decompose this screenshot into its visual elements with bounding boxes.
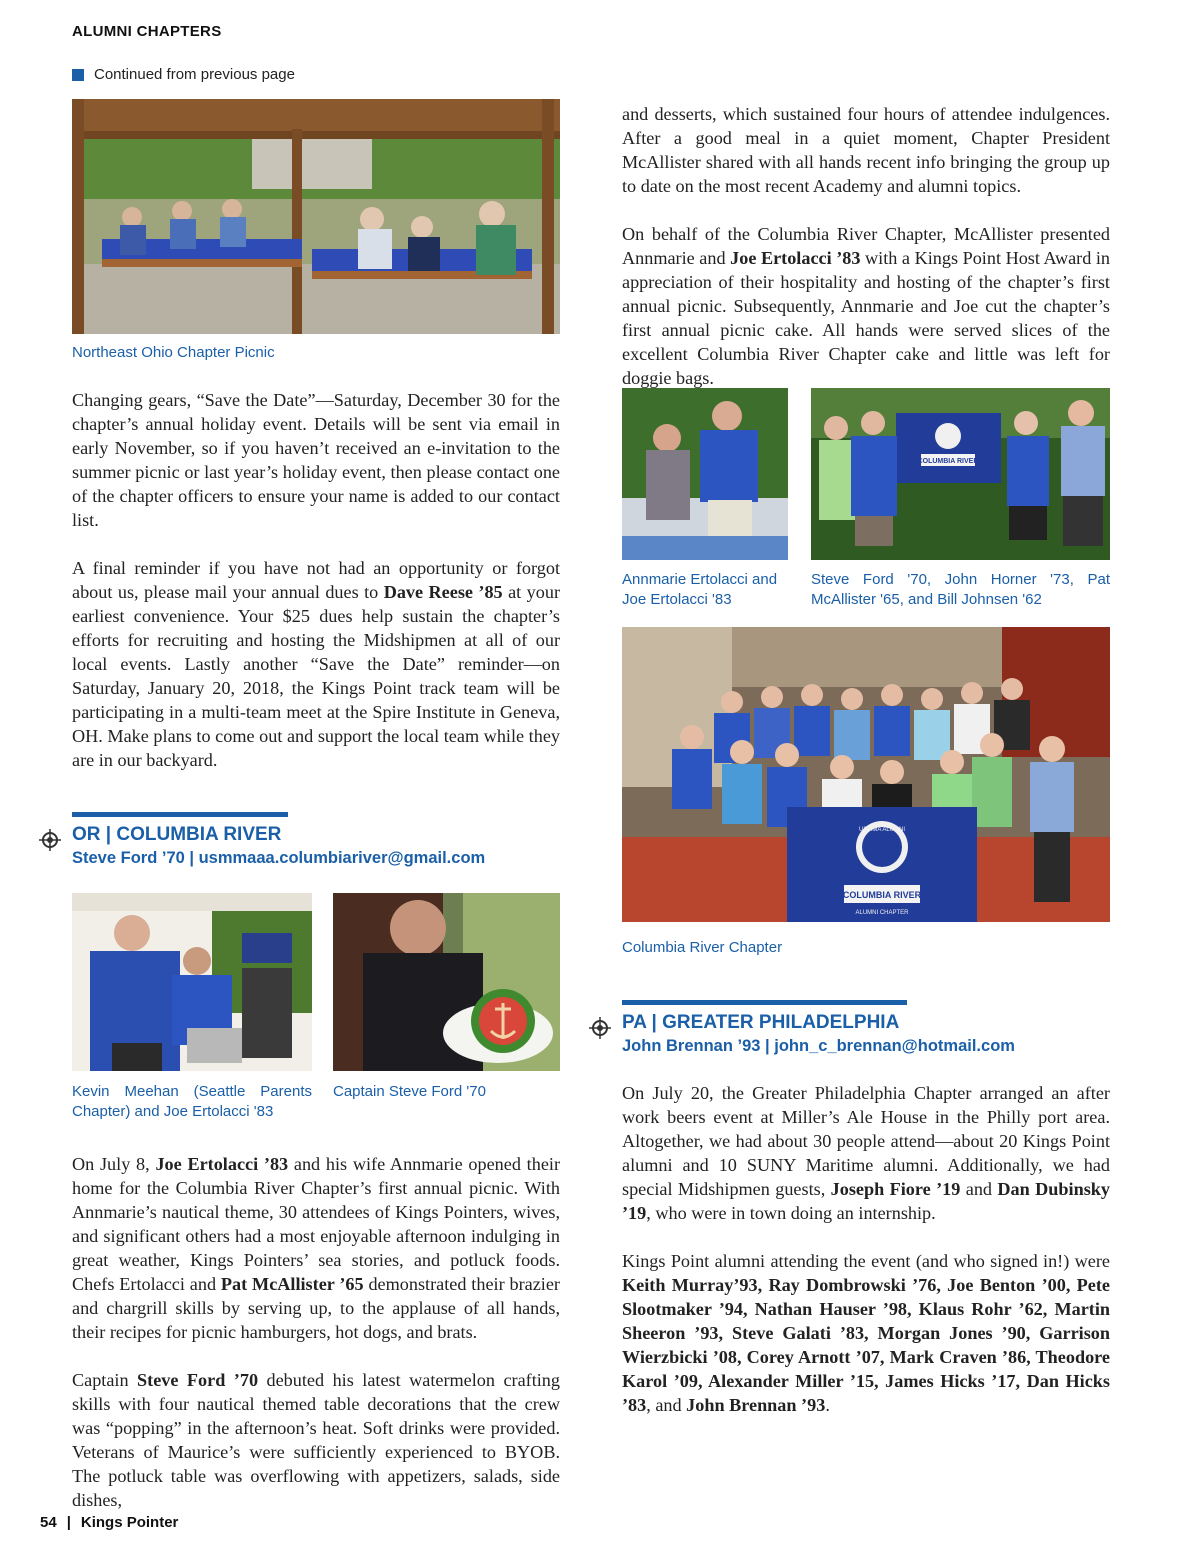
text-run: and his wife Annmarie opened their home for the Columbia River Chapter’s first annual picnic. With Annmarie’s nautical theme, 30 attendees of Kings Pointers, wives, and significant others had a most enjoyable afternoon indulging in great weather, Kings Pointers’ sea stories, and potluck foods. Chefs Ertolacci and [72,1154,561,1294]
continued-note [72,66,295,83]
caption-ertolaccis: Annmarie Ertolacci and Joe Ertolacci '83 [622,571,778,608]
caption-meehan-ertolacci: Kevin Meehan (Seattle Parents Chapter) and Joe Ertolacci '83 [72,1083,312,1120]
caption-flag-group: Steve Ford '70, John Horner '73, Pat McAllister '65, and Bill Johnsen '62 [811,571,1110,608]
text-run: and [960,1179,998,1199]
blue-square-marker [72,69,84,81]
watermelon-photo [333,893,560,1071]
page-number: 54 [40,1514,57,1531]
text-run: On behalf of the Columbia River Chapter, McAllister presented Annmarie and [622,224,1110,268]
text-run: . [825,1395,830,1415]
chapter-contact-philadelphia: John Brennan ’93 | john_c_brennan@hotmail.com [622,1037,1015,1055]
footer-separator: | [66,1514,71,1531]
text-run: with a Kings Point Host Award in appreciation of their hospitality and hosting of the chapter’s first annual picnic. Subsequently, Annmarie and Joe cut the chapter’s first annual picnic cake. All hands were served slices of the excellent Columbia River Chapter cake and little was left for doggie bags. [622,248,1111,388]
banner-subtitle: ALUMNI CHAPTER [855,910,909,916]
chapter-title-columbia-river: OR | COLUMBIA RIVER [72,824,282,845]
publication-name: Kings Pointer [80,1514,179,1531]
name-john-brennan: John Brennan ’93 [686,1395,826,1415]
ertolaccis-photo [622,388,788,560]
banner-title: COLUMBIA RIVER [842,890,922,900]
seal-ring-text: USMMA ALUMNI [858,827,906,833]
grilling-photo [72,893,312,1071]
text-run: On July 8, [72,1154,156,1174]
text-run: demonstrated their brazier and chargrill skills by serving up, to the applause of all hands, their recipes for picnic hamburgers, hot dogs, and brats. [72,1274,560,1342]
name-dave-reese: Dave Reese ’85 [383,582,503,602]
name-dan-dubinsky: Dan Dubinsky ’19 [622,1179,1110,1223]
left-column-text [72,388,560,772]
columbia-river-text-left [72,1152,560,1512]
columbia-river-group-photo [622,627,1110,922]
columbia-river-text-right [622,102,1110,390]
text-run: Captain [72,1370,138,1390]
header-rule [622,1000,907,1005]
section-title: ALUMNI CHAPTERS [72,23,222,40]
flag-group-photo [811,388,1110,560]
name-joe-ertolacci: Joe Ertolacci ’83 [155,1154,289,1174]
text-run: at your earliest convenience. Your $25 dues help sustain the chapter’s efforts for recruiting and hosting the Midshipmen at all of our local events. Lastly another “Save the Date” reminder—on Saturday, January 20, 2018, the Kings Point track team will be participating in a multi-team meet at the Spire Institute in Geneva, OH. Make plans to come out and support the local team while they are in our backyard. [72,582,560,770]
philadelphia-text [622,1081,1110,1417]
compass-icon [589,1017,611,1039]
text-run: Kings Point alumni attending the event (and who signed in!) were [622,1251,1110,1271]
name-joe-ertolacci: Joe Ertolacci ’83 [730,248,861,268]
paragraph-attendees [622,1249,1110,1417]
text-run: A final reminder if you have not had an opportunity or forgot about us, please mail your annual dues to [72,558,560,602]
caption-columbia-river-chapter: Columbia River Chapter [622,939,783,956]
paragraph-final-reminder [72,556,560,772]
name-steve-ford: Steve Ford ’70 [137,1370,259,1390]
flag-label: COLUMBIA RIVER [917,458,979,465]
paragraph-beers-event [622,1081,1110,1225]
name-pat-mcallister: Pat McAllister ’65 [220,1274,364,1294]
northeast-picnic-photo [72,99,560,334]
attendee-names: Keith Murray’93, Ray Dombrowski ’76, Joe Benton ’00, Pete Slootmaker ’94, Nathan Hauser ’98, Klaus Rohr ’62, Martin Sheeron ’93, Steve Galati ’83, Morgan Jones ’90, Garrison Wierzbicki ’08, Corey Arnott ’07, Mark Craven ’86, Theodore Karol ’09, Alexander Miller ’15, James Hicks ’17, Dan Hicks ’83 [622,1275,1110,1415]
compass-icon [39,829,61,851]
chapter-contact-columbia-river: Steve Ford ’70 | usmmaaa.columbiariver@gmail.com [72,849,486,867]
paragraph-first-picnic [72,1152,560,1344]
header-rule [72,812,288,817]
text-run: On July 20, the Greater Philadelphia Chapter arranged an after work beers event at Miller’s Ale House in the Philly port area. Altogether, we had about 30 people attend—about 20 Kings Point alumni and 10 SUNY Maritime alumni. Additionally, we had special Midshipmen guests, [622,1083,1110,1199]
paragraph-host-award [622,222,1110,390]
text-run: debuted his latest watermelon crafting skills with four nautical themed table decorations that the crew was “popping” in the afternoon’s heat. Soft drinks were provided. Veterans of Maurice’s were sufficiently experienced to BYOB. The potluck table was overflowing with appetizers, salads, side dishes, [72,1370,560,1510]
paragraph-save-the-date: Changing gears, “Save the Date”—Saturday, December 30 for the chapter’s annual holiday event. Details will be sent via email in early November, so if you haven’t received an e-invitation to the summer picnic or last year’s holiday event, then please contact one of the chapter officers to ensure your name is added to our contact list. [72,390,560,530]
name-joseph-fiore: Joseph Fiore ’19 [830,1179,961,1199]
caption-captain-ford: Captain Steve Ford '70 [333,1083,486,1100]
caption-northeast-picnic: Northeast Ohio Chapter Picnic [72,344,275,361]
chapter-title-philadelphia: PA | GREATER PHILADELPHIA [622,1012,900,1033]
paragraph-watermelon [72,1368,560,1512]
paragraph-desserts: and desserts, which sustained four hours of attendee indulgences. After a good meal in a quiet moment, Chapter President McAllister shared with all hands recent info bringing the group up to date on the most recent Academy and alumni topics. [622,104,1110,196]
page-footer [40,1514,178,1531]
text-run: , who were in town doing an internship. [646,1203,936,1223]
text-run: , and [646,1395,687,1415]
continued-text: Continued from previous page [94,66,295,83]
